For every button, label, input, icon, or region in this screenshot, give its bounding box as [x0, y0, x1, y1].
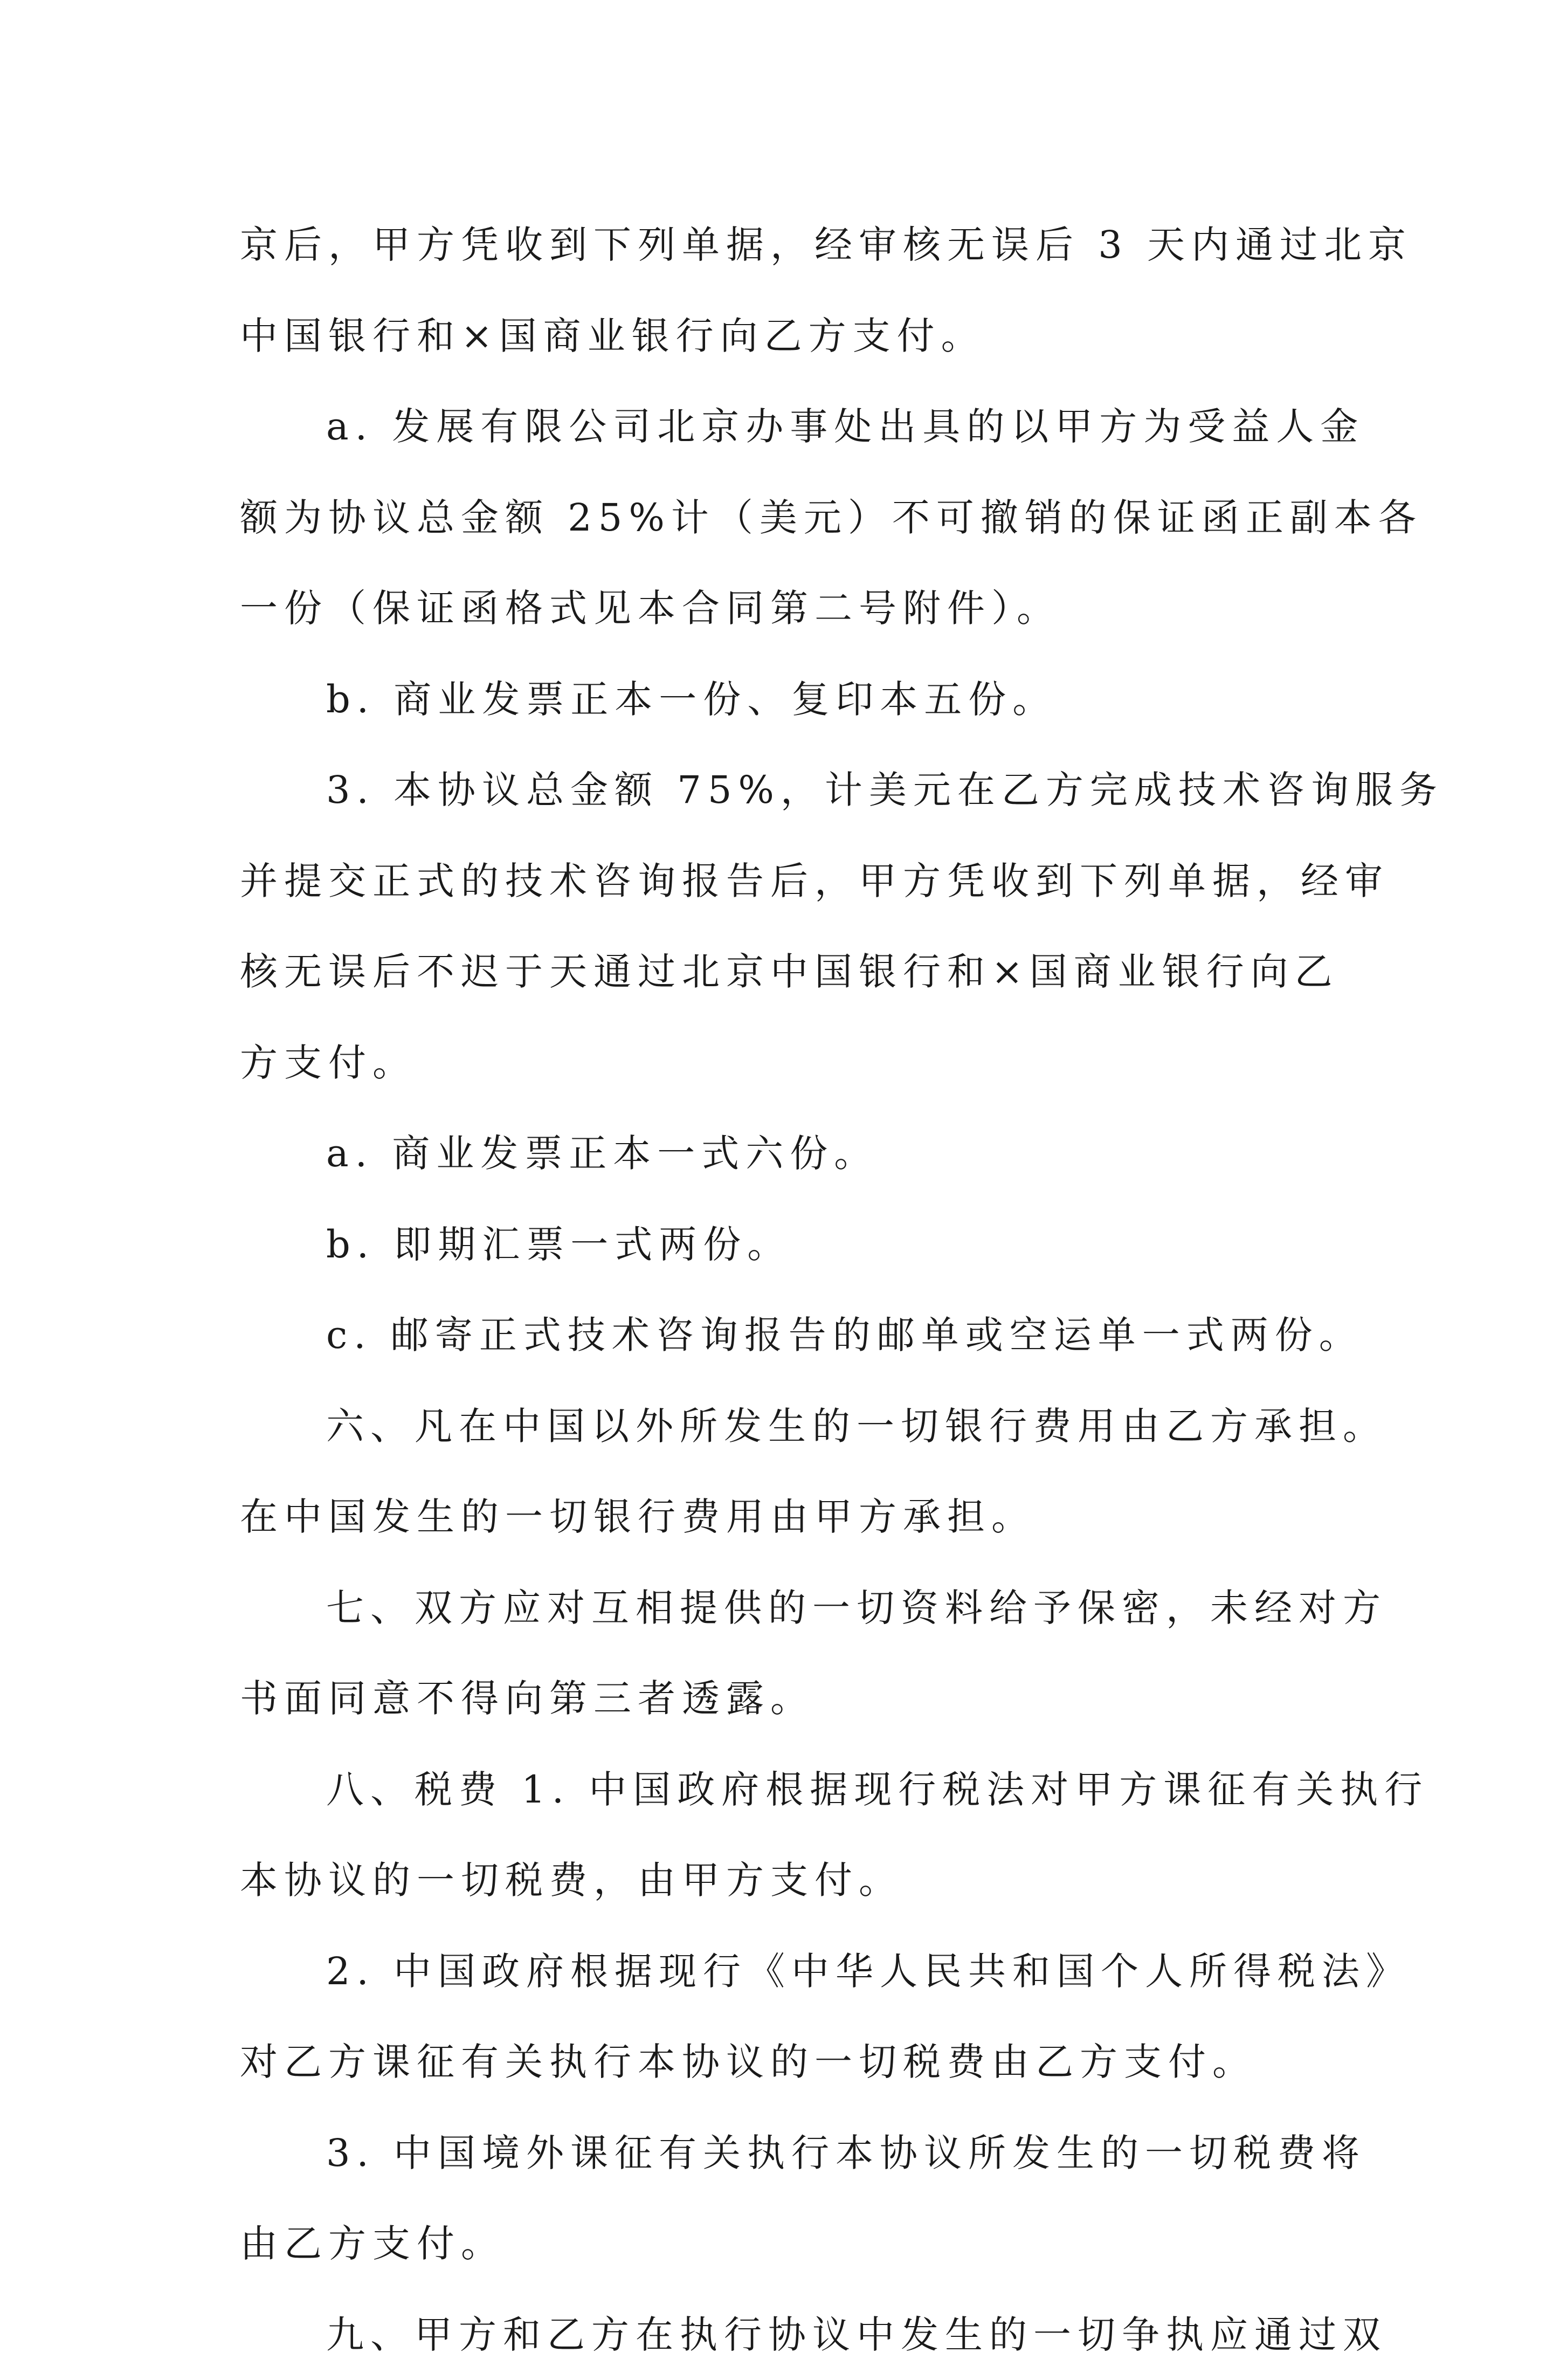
- text-line: 核无误后不迟于天通过北京中国银行和×国商业银行向乙: [240, 926, 1318, 1017]
- text-line: 由乙方支付。: [240, 2198, 1318, 2289]
- text-line: 方支付。: [240, 1017, 1318, 1109]
- text-line: 本协议的一切税费，由甲方支付。: [240, 1835, 1318, 1926]
- text-line: c. 邮寄正式技术咨询报告的邮单或空运单一式两份。: [240, 1290, 1318, 1381]
- text-line: a. 发展有限公司北京办事处出具的以甲方为受益人金: [240, 381, 1318, 472]
- text-line: 2. 中国政府根据现行《中华人民共和国个人所得税法》: [240, 1926, 1318, 2017]
- text-line: 3. 中国境外课征有关执行本协议所发生的一切税费将: [240, 2108, 1318, 2199]
- text-line: 对乙方课征有关执行本协议的一切税费由乙方支付。: [240, 2017, 1318, 2108]
- text-line: 中国银行和×国商业银行向乙方支付。: [240, 291, 1318, 382]
- text-line: 八、税费 1. 中国政府根据现行税法对甲方课征有关执行: [240, 1744, 1318, 1835]
- text-line: 一份（保证函格式见本合同第二号附件）。: [240, 563, 1318, 654]
- text-line: a. 商业发票正本一式六份。: [240, 1108, 1318, 1199]
- text-line: 3. 本协议总金额 75%，计美元在乙方完成技术咨询服务: [240, 745, 1318, 836]
- document-body: [240, 200, 1318, 2380]
- text-line: b. 即期汇票一式两份。: [240, 1199, 1318, 1290]
- text-line: 并提交正式的技术咨询报告后，甲方凭收到下列单据，经审: [240, 836, 1318, 927]
- text-line: 七、双方应对互相提供的一切资料给予保密，未经对方: [240, 1563, 1318, 1654]
- text-line: b. 商业发票正本一份、复印本五份。: [240, 654, 1318, 745]
- text-line: 书面同意不得向第三者透露。: [240, 1653, 1318, 1744]
- text-line: 京后，甲方凭收到下列单据，经审核无误后 3 天内通过北京: [240, 200, 1318, 291]
- text-line: 六、凡在中国以外所发生的一切银行费用由乙方承担。: [240, 1381, 1318, 1472]
- text-line: 额为协议总金额 25%计（美元）不可撤销的保证函正副本各: [240, 472, 1318, 563]
- text-line: 九、甲方和乙方在执行协议中发生的一切争执应通过双: [240, 2289, 1318, 2380]
- text-line: 在中国发生的一切银行费用由甲方承担。: [240, 1471, 1318, 1563]
